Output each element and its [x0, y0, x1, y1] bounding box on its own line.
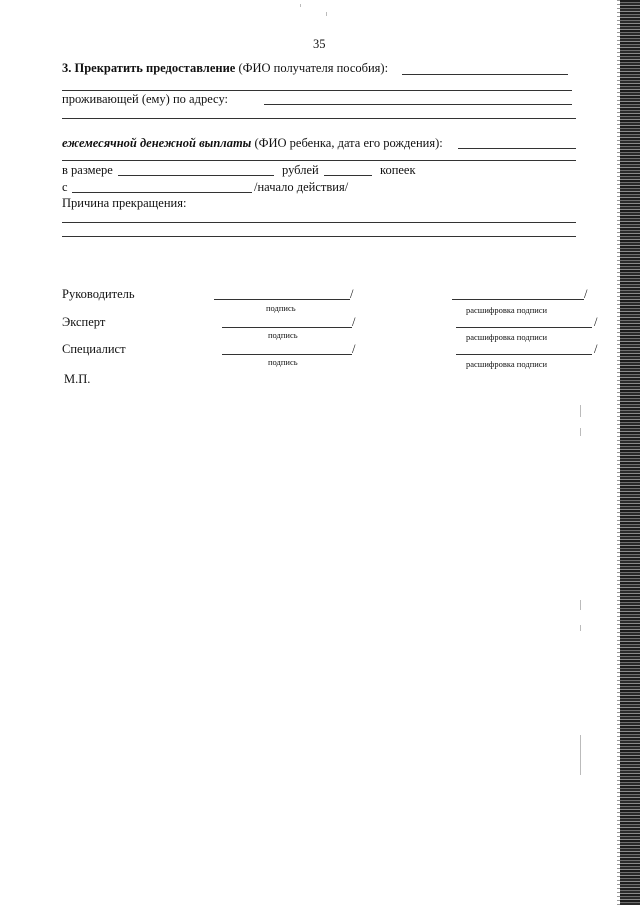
recipient-name-line-2[interactable] [62, 90, 572, 91]
signature-slash: / [350, 287, 354, 301]
signature-decode-slash: / [594, 315, 598, 329]
child-name-line-2[interactable] [62, 160, 576, 161]
section-heading-bold: 3. Прекратить предоставление [62, 61, 236, 75]
reason-line-1[interactable] [62, 222, 576, 223]
signature-line[interactable] [222, 327, 352, 328]
from-prefix: с [62, 180, 68, 194]
reason-line-2[interactable] [62, 236, 576, 237]
residing-label: проживающей (ему) по адресу: [62, 92, 228, 106]
amount-prefix: в размере [62, 163, 113, 177]
signature-slash: / [352, 315, 356, 329]
rubles-amount-line[interactable] [118, 175, 274, 176]
scan-speck [326, 12, 327, 16]
signature-decode-caption: расшифровка подписи [466, 359, 548, 369]
scan-speck [580, 600, 581, 610]
signature-decode-caption: расшифровка подписи [466, 332, 548, 342]
signature-decode-caption: расшифровка подписи [466, 305, 548, 315]
signature-role: Руководитель [62, 287, 135, 301]
scan-speck [580, 735, 581, 775]
signature-line[interactable] [214, 299, 350, 300]
signature-caption: подпись [268, 357, 298, 367]
signature-caption: подпись [268, 330, 298, 340]
child-name-line[interactable] [458, 148, 576, 149]
kopecks-amount-line[interactable] [324, 175, 372, 176]
address-line[interactable] [264, 104, 572, 105]
signature-caption: подпись [266, 303, 296, 313]
scan-speck [580, 625, 581, 631]
section-heading [62, 61, 388, 75]
scan-speck [580, 428, 581, 436]
signature-decode-line[interactable] [452, 299, 584, 300]
scan-speck [300, 4, 301, 7]
payment-label-rest: (ФИО ребенка, дата его рождения): [251, 136, 443, 150]
rubles-label: рублей [282, 163, 319, 177]
recipient-name-line[interactable] [402, 74, 568, 75]
section-heading-rest: (ФИО получателя пособия): [235, 61, 389, 75]
signature-decode-slash: / [594, 342, 598, 356]
scan-speck [580, 405, 581, 417]
signature-decode-line[interactable] [456, 327, 592, 328]
reason-label: Причина прекращения: [62, 196, 187, 210]
signature-decode-line[interactable] [456, 354, 592, 355]
payment-label-bold: ежемесячной денежной выплаты [62, 136, 252, 150]
start-date-line[interactable] [72, 192, 252, 193]
signature-role: Специалист [62, 342, 126, 356]
signature-role: Эксперт [62, 315, 106, 329]
page-number: 35 [313, 37, 326, 51]
payment-label [62, 136, 443, 150]
scan-dark-edge [620, 0, 640, 905]
signature-line[interactable] [222, 354, 352, 355]
stamp-label: М.П. [64, 372, 91, 386]
signature-decode-slash: / [584, 287, 588, 301]
signature-slash: / [352, 342, 356, 356]
start-label: /начало действия/ [254, 180, 349, 194]
address-line-2[interactable] [62, 118, 576, 119]
kopecks-label: копеек [380, 163, 416, 177]
